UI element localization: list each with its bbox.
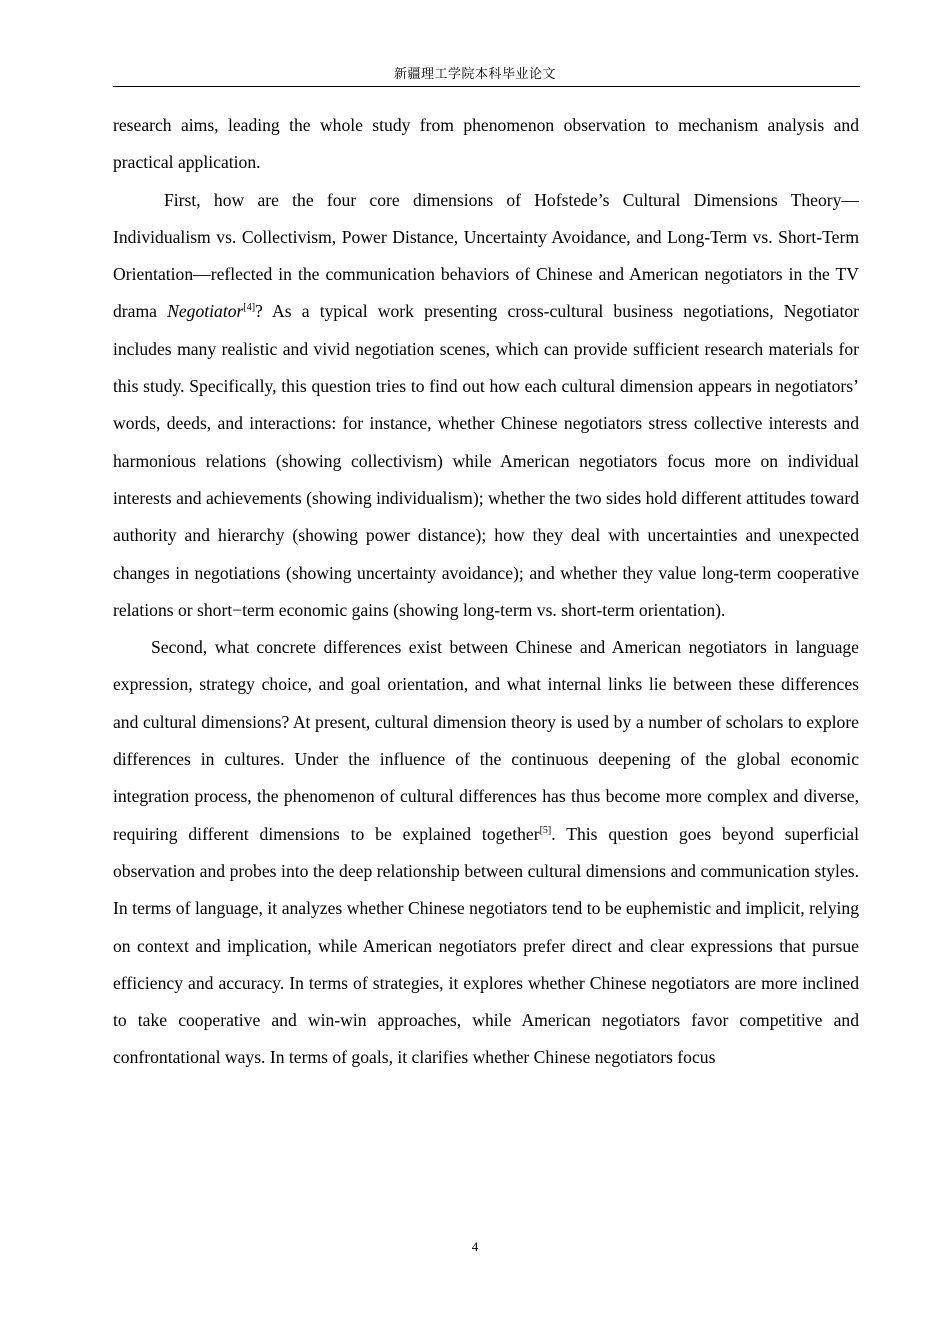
drama-title: Negotiator	[167, 301, 244, 322]
paragraph-2	[113, 182, 859, 630]
citation-5: [5]	[539, 824, 552, 836]
paragraph-2-text-end: ? As a typical work presenting cross-cultural business negotiations, Negotiator includes many realistic and vivid negotiation scenes, which can provide sufficient research materials for this study. Specifically, this question tries to find out how each cultural dimension appears in negotiators’ words, deeds, and interactions: for instance, whether Chinese negotiators stress collective interests and harmonious relations (showing collectivism) while American negotiators focus more on individual interests and achievements (showing individualism); whether the two sides hold different attitudes toward authority and hierarchy (showing power distance); how they deal with uncertainties and unexpected changes in negotiations (showing uncertainty avoidance); and whether they value long-term cooperative relations or short−term economic gains (showing long-term vs. short-term orientation).	[113, 301, 860, 620]
header-divider	[113, 86, 860, 87]
paragraph-2-text-start: First, how are the four core dimensions of Hofstede’s Cultural Dimensions Theory—Individualism vs. Collectivism, Power Distance, Uncertainty Avoidance, and Long-Term vs. Short-Term Orientation—reflected in the communication behaviors of Chinese and American negotiators in the TV drama	[113, 189, 859, 322]
citation-4: [4]	[243, 302, 256, 314]
page-header-title: 新疆理工学院本科毕业论文	[393, 67, 556, 82]
paragraph-1-text: research aims, leading the whole study from phenomenon observation to mechanism analysis and practical application.	[113, 115, 859, 173]
paragraph-3-text-end: . This question goes beyond superficial observation and probes into the deep relationship between cultural dimensions and communication styles. In terms of language, it analyzes whether Chinese negotiators tend to be euphemistic and implicit, relying on context and implication, while American negotiators prefer direct and clear expressions that pursue efficiency and accuracy. In terms of strategies, it explores whether Chinese negotiators are more inclined to take cooperative and win-win approaches, while American negotiators favor competitive and confrontational ways. In terms of goals, it clarifies whether Chinese negotiators focus	[113, 823, 859, 1068]
paragraph-1	[113, 107, 859, 182]
paragraph-3-text-start: Second, what concrete differences exist between Chinese and American negotiators in language expression, strategy choice, and goal orientation, and what internal links lie between these differences and cultural dimensions? At present, cultural dimension theory is used by a number of scholars to explore differences in cultures. Under the influence of the continuous deepening of the global economic integration process, the phenomenon of cultural differences has thus become more complex and diverse, requiring different dimensions to be explained together	[113, 637, 859, 844]
paragraph-3	[113, 629, 859, 1077]
body-text	[113, 107, 859, 1077]
page-number: 4	[471, 1239, 479, 1254]
